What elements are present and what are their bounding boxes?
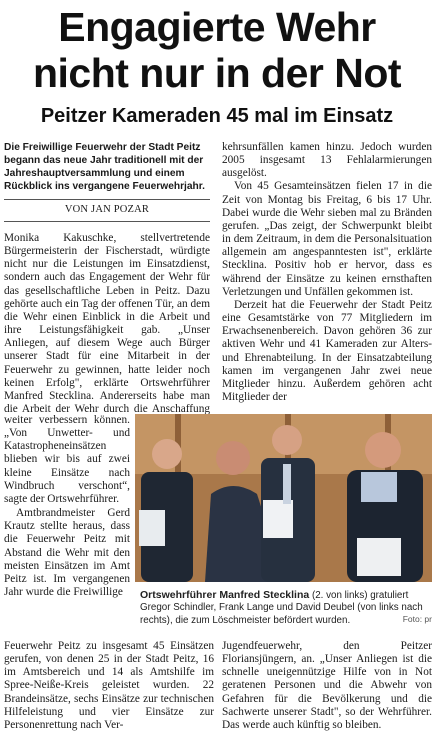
subheadline: Peitzer Kameraden 45 mal im Einsatz bbox=[40, 105, 394, 127]
photo-illustration bbox=[135, 414, 432, 582]
headline bbox=[0, 4, 434, 96]
photo bbox=[135, 414, 432, 582]
body-paragraph-continued: Feuerwehr Peitz zu insgesamt 45 Einsätzen gerufen, von denen 25 in der Stadt Peitz, 16 im Amtsbereich und 14 als Amtshilfe im Spree-Neiße-Kreis geleistet wurden. 22 Brandeinsätze, sechs Einsätze zur technischen Hilfeleistung und vier Einsätze zur Personenrettung nach Ver- bbox=[4, 640, 214, 731]
headline-line-2: nicht nur in der Not bbox=[32, 50, 402, 96]
body-paragraph: Amtbrandmeister Gerd Krautz stellte heraus, dass die Feuerwehr Peitz mit Abstand die Wehr mit den meisten Einsätzen im Amt Peitz ist. Im vergangenen Jahr wurde die Freiwillige bbox=[4, 507, 130, 599]
body-paragraph: Jugendfeuerwehr, den Peitzer Floriansjüngern, an. „Unser Anliegen ist die schnelle uneigennützige Hilfe von in Not geratenen Personen und die Abwehr von Gefahren für die Bevölkerung und die Sachwerte unserer Stadt", so der Wehrführer. Das werde auch künftig so bleiben. bbox=[222, 640, 432, 731]
body-paragraph: Monika Kakuschke, stellvertretende Bürgermeisterin der Fischerstadt, würdigte nicht nur die Leistungen im Einsatzdienst, sondern auch das Engagement der Wehr für das gesellschaftliche Leben in Peitz. Dazu gehörte auch ein Tag der offenen Tür, an dem die Wehr einen Einblick in die Arbeit und ihre Leistungsfähigkeit gab. „Unser Anliegen, auf diesem Wege auch Bürger unserer Stadt für eine Mitarbeit in der Feuerwehr zu gewinnen, hatte leider noch keinen Erfolg", erklärte Ortswehrführer Manfred Stecklina. Andererseits habe man die Arbeit der Wehr durch die Anschaffung bbox=[4, 232, 210, 414]
body-paragraph: kehrsunfällen kamen hinzu. Jedoch wurden 2005 insgesamt 13 Fehlalarmierungen ausgelöst. bbox=[222, 141, 432, 180]
left-column bbox=[4, 141, 210, 224]
left-column-body-narrow bbox=[4, 414, 130, 640]
left-column-body-lower bbox=[4, 640, 214, 732]
caption-bold: Ortswehrführer Manfred Stecklina bbox=[140, 589, 310, 601]
left-column-body-upper bbox=[4, 232, 210, 414]
divider bbox=[4, 199, 210, 200]
lead-paragraph: Die Freiwillige Feuerwehr der Stadt Peitz begann das neue Jahr traditionell mit der Jahreshauptversammlung und einem Rückblick ins vergangene Feuerwehrjahr. bbox=[4, 142, 205, 193]
body-paragraph-continued: weiter verbessern können. „Von Unwetter- und Katastropheneinsätzen blieben wir bis auf zwei kleine Einsätze nach Windbruch verschont“, sagte der Ortswehrführer. bbox=[4, 414, 130, 505]
caption-text: (2. von links) gratuliert Gregor Schindler, Frank Lange und David Deubel (von links nach rechts), die zum Löschmeister befördert wurden. bbox=[140, 590, 423, 626]
body-paragraph: Von 45 Gesamteinsätzen fielen 17 in die Zeit von Montag bis Freitag, 6 bis 17 Uhr. Dabei wurde die Wehr sieben mal zu Bränden gerufen. „Das zeigt, der Schwerpunkt bleibt in dem Zeitraum, in dem die Personalsituation allgemein am angespanntesten ist", erklärte Stecklina. Positiv hob er hervor, dass es während der Einsätze zu keinen ernsthaften Verletzungen und Unfällen gekommen ist. bbox=[222, 180, 432, 298]
body-paragraph: Derzeit hat die Feuerwehr der Stadt Peitz eine Gesamtstärke von 77 Mitgliedern im Erwachsenenbereich. Davon gehören 36 zur aktiven Wehr und 41 Kameraden zur Alters- und Ehrenabteilung. In der Einsatzabteilung kamen im vergangenen Jahr zwei neue Mitglieder hinzu. Außerdem gehören acht Mitglieder der bbox=[222, 298, 432, 403]
photo-caption bbox=[140, 589, 434, 627]
photo-credit: Foto: pr bbox=[402, 614, 432, 624]
right-column-body-lower bbox=[222, 640, 432, 732]
headline-line-1: Engagierte Wehr bbox=[58, 4, 376, 50]
right-column bbox=[222, 141, 432, 411]
byline: VON JAN POZAR bbox=[4, 203, 210, 221]
